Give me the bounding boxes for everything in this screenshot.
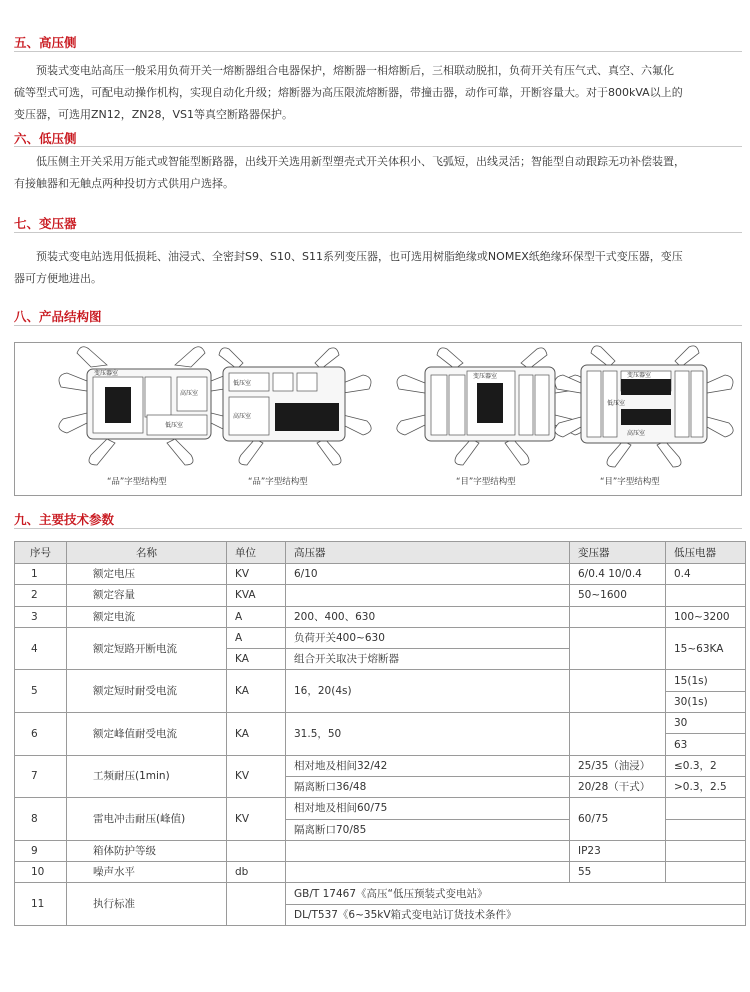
cell-tr: 25/35（油浸） bbox=[570, 755, 666, 776]
cell-hv: 200、400、630 bbox=[286, 606, 570, 627]
cell-no: 10 bbox=[15, 862, 67, 883]
cell-lv bbox=[666, 862, 746, 883]
structure-diagrams bbox=[15, 343, 741, 495]
table-row bbox=[15, 798, 746, 819]
cell-name: 额定电压 bbox=[67, 564, 227, 585]
cell-no: 8 bbox=[15, 798, 67, 841]
cell-hv: 31.5，50 bbox=[286, 713, 570, 756]
cell-unit: KV bbox=[227, 798, 286, 841]
diagram-1-room-2: 高压室 bbox=[180, 390, 199, 397]
header-unit: 单位 bbox=[227, 542, 286, 564]
diagram-3 bbox=[397, 348, 583, 465]
cell-hv bbox=[286, 862, 570, 883]
structure-diagram-frame bbox=[14, 342, 742, 496]
cell-lv bbox=[666, 798, 746, 819]
cell-no: 2 bbox=[15, 585, 67, 606]
cell-no: 7 bbox=[15, 755, 67, 798]
section-8-title: 八、产品结构图 bbox=[14, 309, 102, 324]
cell-lv: >0.3，2.5 bbox=[666, 776, 746, 797]
cell-tr: 6/0.4 10/0.4 bbox=[570, 564, 666, 585]
header-tr: 变压器 bbox=[570, 542, 666, 564]
cell-hv bbox=[286, 585, 570, 606]
cell-name: 额定短时耐受电流 bbox=[67, 670, 227, 713]
section-7-line-1: 预装式变电站选用低损耗、油浸式、全密封S9、S10、S11系列变压器，也可选用树脂绝缘或NOMEX纸绝缘环保型干式变压器，变压 bbox=[36, 250, 683, 263]
diagram-1-caption: “品”字型结构型 bbox=[107, 477, 167, 487]
table-row bbox=[15, 670, 746, 691]
cell-lv bbox=[666, 585, 746, 606]
spec-table bbox=[14, 541, 746, 926]
section-6-title: 六、低压侧 bbox=[14, 131, 77, 146]
section-5-line-2: 硫等型式可选，可配电动操作机构，实现自动化升级；熔断器为高压限流熔断器，带撞击器，动作可靠，开断容量大。对于800kVA以上的 bbox=[14, 86, 683, 99]
section-9-title: 九、主要技术参数 bbox=[14, 512, 115, 527]
cell-unit: A bbox=[227, 606, 286, 627]
cell-unit: KA bbox=[227, 670, 286, 713]
table-header-row bbox=[15, 542, 746, 564]
cell-name: 箱体防护等级 bbox=[67, 840, 227, 861]
cell-no: 3 bbox=[15, 606, 67, 627]
diagram-1-room-3: 低压室 bbox=[165, 422, 184, 429]
section-5-title: 五、高压侧 bbox=[14, 35, 77, 50]
cell-lv: 30 bbox=[666, 713, 746, 734]
section-6-text bbox=[14, 151, 742, 195]
diagram-2-room-1: 低压室 bbox=[233, 380, 252, 387]
cell-lv: 15~63KA bbox=[666, 627, 746, 670]
cell-name: 额定容量 bbox=[67, 585, 227, 606]
cell-unit: KA bbox=[227, 649, 286, 670]
cell-hv: 相对地及相间32/42 bbox=[286, 755, 570, 776]
section-7-title: 七、变压器 bbox=[14, 216, 77, 231]
cell-hv: 隔离断口36/48 bbox=[286, 776, 570, 797]
cell-name: 噪声水平 bbox=[67, 862, 227, 883]
cell-tr bbox=[570, 606, 666, 627]
section-6-rule bbox=[14, 146, 742, 147]
cell-lv: 0.4 bbox=[666, 564, 746, 585]
cell-unit: A bbox=[227, 627, 286, 648]
table-row bbox=[15, 627, 746, 648]
cell-hv: 隔离断口70/85 bbox=[286, 819, 570, 840]
header-no: 序号 bbox=[15, 542, 67, 564]
cell-unit: KV bbox=[227, 564, 286, 585]
cell-no: 9 bbox=[15, 840, 67, 861]
cell-lv bbox=[666, 819, 746, 840]
cell-unit bbox=[227, 840, 286, 861]
cell-name: 额定短路开断电流 bbox=[67, 627, 227, 670]
diagram-4-room-2: 低压室 bbox=[607, 400, 626, 407]
cell-lv: ≤0.3，2 bbox=[666, 755, 746, 776]
table-row bbox=[15, 606, 746, 627]
cell-no: 11 bbox=[15, 883, 67, 926]
header-name: 名称 bbox=[67, 542, 227, 564]
table-row bbox=[15, 840, 746, 861]
section-5-line-3: 变压器，可选用ZN12，ZN28，VS1等真空断路器保护。 bbox=[14, 108, 294, 121]
table-row bbox=[15, 862, 746, 883]
cell-unit: db bbox=[227, 862, 286, 883]
cell-lv: 100~3200 bbox=[666, 606, 746, 627]
cell-tr: IP23 bbox=[570, 840, 666, 861]
section-5-rule bbox=[14, 51, 742, 52]
cell-hv: 16，20(4s) bbox=[286, 670, 570, 713]
cell-lv: 15(1s) bbox=[666, 670, 746, 691]
cell-lv: 30(1s) bbox=[666, 691, 746, 712]
cell-tr: 20/28（干式） bbox=[570, 776, 666, 797]
diagram-2 bbox=[219, 348, 371, 465]
section-7-line-2: 器可方便地进出。 bbox=[14, 272, 102, 285]
section-5-text bbox=[14, 60, 742, 126]
cell-no: 5 bbox=[15, 670, 67, 713]
cell-standard: GB/T 17467《高压“低压预装式变电站》 bbox=[286, 883, 746, 904]
diagram-4 bbox=[555, 346, 733, 467]
cell-hv: 组合开关取决于熔断器 bbox=[286, 649, 570, 670]
section-6-line-2: 有接触器和无触点两种投切方式供用户选择。 bbox=[14, 177, 234, 190]
cell-tr bbox=[570, 627, 666, 670]
cell-tr bbox=[570, 670, 666, 713]
diagram-1-room-1: 变压器室 bbox=[94, 370, 119, 377]
cell-tr: 60/75 bbox=[570, 798, 666, 841]
table-row bbox=[15, 883, 746, 904]
section-5-line-1: 预装式变电站高压一般采用负荷开关一熔断器组合电器保护，熔断器一相熔断后，三相联动脱扣，负荷开关有压气式、真空、六氟化 bbox=[36, 64, 674, 77]
diagram-3-room-1: 变压器室 bbox=[473, 373, 498, 380]
diagram-3-caption: “目”字型结构型 bbox=[456, 477, 516, 487]
section-7-rule bbox=[14, 232, 742, 233]
cell-unit: KVA bbox=[227, 585, 286, 606]
cell-unit: KA bbox=[227, 713, 286, 756]
diagram-2-caption: “品”字型结构型 bbox=[248, 477, 308, 487]
cell-name: 执行标准 bbox=[67, 883, 227, 926]
cell-unit bbox=[227, 883, 286, 926]
diagram-2-room-2: 高压室 bbox=[233, 413, 252, 420]
cell-unit: KV bbox=[227, 755, 286, 798]
section-7-text bbox=[14, 246, 742, 290]
diagram-1 bbox=[59, 347, 239, 465]
diagram-4-room-3: 高压室 bbox=[627, 430, 646, 437]
cell-name: 雷电冲击耐压(峰值) bbox=[67, 798, 227, 841]
diagram-4-caption: “目”字型结构型 bbox=[600, 477, 660, 487]
cell-tr: 50~1600 bbox=[570, 585, 666, 606]
cell-hv bbox=[286, 840, 570, 861]
table-row bbox=[15, 755, 746, 776]
cell-lv: 63 bbox=[666, 734, 746, 755]
section-9-rule bbox=[14, 528, 742, 529]
cell-lv bbox=[666, 840, 746, 861]
cell-hv: 负荷开关400~630 bbox=[286, 627, 570, 648]
cell-tr: 55 bbox=[570, 862, 666, 883]
cell-name: 工频耐压(1min) bbox=[67, 755, 227, 798]
table-row bbox=[15, 564, 746, 585]
cell-standard: DL/T537《6~35kV箱式变电站订货技术条件》 bbox=[286, 904, 746, 925]
table-row bbox=[15, 585, 746, 606]
cell-name: 额定峰值耐受电流 bbox=[67, 713, 227, 756]
cell-no: 4 bbox=[15, 627, 67, 670]
table-row bbox=[15, 713, 746, 734]
cell-hv: 6/10 bbox=[286, 564, 570, 585]
cell-hv: 相对地及相间60/75 bbox=[286, 798, 570, 819]
cell-tr bbox=[570, 713, 666, 756]
section-6-line-1: 低压侧主开关采用万能式或智能型断路器，出线开关选用新型塑壳式开关体积小、飞弧短，出线灵活；智能型自动跟踪无功补偿装置， bbox=[36, 155, 685, 168]
header-hv: 高压器 bbox=[286, 542, 570, 564]
diagram-4-room-1: 变压器室 bbox=[627, 372, 652, 379]
section-8-rule bbox=[14, 325, 742, 326]
cell-name: 额定电流 bbox=[67, 606, 227, 627]
cell-no: 1 bbox=[15, 564, 67, 585]
cell-no: 6 bbox=[15, 713, 67, 756]
header-lv: 低压电器 bbox=[666, 542, 746, 564]
